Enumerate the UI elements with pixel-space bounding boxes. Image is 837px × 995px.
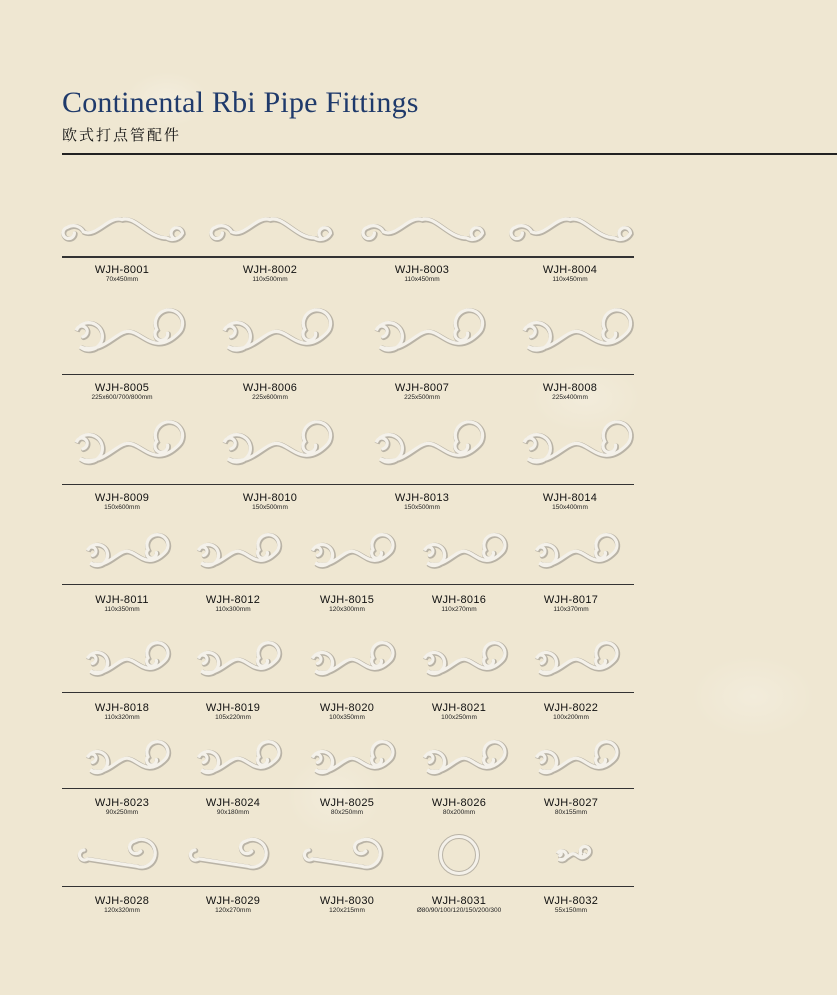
ring-icon: [436, 834, 482, 876]
product-code: WJH-8017: [543, 594, 599, 606]
page-title: Continental Rbi Pipe Fittings: [62, 86, 419, 119]
product-code: WJH-8029: [205, 895, 261, 907]
s-scroll-icon: [72, 742, 172, 780]
product-code: WJH-8014: [542, 492, 598, 504]
s-scroll-icon: [357, 300, 487, 370]
product-size: 110x450mm: [552, 276, 588, 283]
product-label: [195, 490, 345, 512]
product-size: 100x350mm: [329, 714, 365, 721]
fitting-image: [496, 642, 646, 682]
product-code: WJH-8024: [205, 797, 261, 809]
s-scroll-icon: [183, 742, 283, 780]
product-size: 70x450mm: [105, 276, 139, 283]
fitting-image: [496, 532, 646, 576]
s-scroll-icon: [521, 642, 621, 682]
s-scroll-icon: [409, 642, 509, 682]
product-label: [496, 893, 646, 915]
row-divider: [62, 584, 634, 585]
fitting-image: [496, 742, 646, 780]
fitting-image: [495, 300, 645, 370]
product-size: 120x320mm: [104, 907, 140, 914]
product-size: 150x500mm: [404, 504, 440, 511]
product-size: 110x350mm: [104, 606, 140, 613]
fitting-image: [47, 418, 197, 476]
product-code: WJH-8006: [242, 382, 298, 394]
product-code: WJH-8021: [431, 702, 487, 714]
product-code: WJH-8005: [94, 382, 150, 394]
product-code: WJH-8011: [95, 594, 149, 606]
product-code: WJH-8026: [431, 797, 487, 809]
double-scroll-wave-icon: [357, 212, 487, 250]
product-code: WJH-8030: [319, 895, 375, 907]
s-scroll-icon: [297, 532, 397, 576]
s-scroll-icon: [297, 742, 397, 780]
fitting-image: [347, 418, 497, 476]
s-scroll-icon: [205, 300, 335, 370]
product-code: WJH-8009: [94, 492, 150, 504]
product-code: WJH-8013: [394, 492, 450, 504]
j-scroll-icon: [183, 834, 283, 876]
product-code: WJH-8023: [94, 797, 150, 809]
row-divider: [62, 788, 634, 789]
product-size: 90x250mm: [105, 809, 139, 816]
s-scroll-icon: [72, 532, 172, 576]
product-code: WJH-8025: [319, 797, 375, 809]
product-size: 225x500mm: [404, 394, 440, 401]
product-size: 105x220mm: [215, 714, 251, 721]
product-code: WJH-8012: [205, 594, 261, 606]
product-size: 80x200mm: [442, 809, 476, 816]
s-scroll-icon: [521, 532, 621, 576]
header-divider: [62, 153, 837, 155]
product-size: 110x320mm: [104, 714, 140, 721]
s-scroll-icon: [205, 418, 335, 476]
product-code: WJH-8015: [319, 594, 375, 606]
product-label: [496, 795, 646, 817]
fitting-image: [495, 212, 645, 250]
fitting-image: [347, 212, 497, 250]
product-size: 150x500mm: [252, 504, 288, 511]
j-scroll-icon: [297, 834, 397, 876]
product-code: WJH-8002: [242, 264, 298, 276]
product-label: [47, 262, 197, 284]
product-size: 110x300mm: [215, 606, 251, 613]
product-label: [195, 380, 345, 402]
product-code: WJH-8022: [543, 702, 599, 714]
product-size: 110x500mm: [252, 276, 288, 283]
product-size: 225x600mm: [252, 394, 288, 401]
fitting-image: [47, 300, 197, 370]
row-divider: [62, 256, 634, 258]
row-divider: [62, 484, 634, 485]
product-size: 110x370mm: [553, 606, 589, 613]
double-scroll-wave-icon: [505, 212, 635, 250]
fitting-image: [195, 212, 345, 250]
product-code: WJH-8027: [543, 797, 599, 809]
product-code: WJH-8004: [542, 264, 598, 276]
s-scroll-icon: [505, 300, 635, 370]
product-size: Ø80/90/100/120/150/200/300: [416, 907, 502, 914]
product-code: WJH-8010: [242, 492, 298, 504]
s-scroll-icon: [72, 642, 172, 682]
s-scroll-icon: [521, 742, 621, 780]
product-label: [347, 262, 497, 284]
j-scroll-icon: [72, 834, 172, 876]
product-code: WJH-8007: [394, 382, 450, 394]
s-scroll-icon: [549, 834, 593, 876]
product-label: [47, 490, 197, 512]
s-scroll-icon: [357, 418, 487, 476]
product-label: [496, 592, 646, 614]
product-size: 110x450mm: [404, 276, 440, 283]
product-code: WJH-8018: [94, 702, 150, 714]
fitting-image: [195, 300, 345, 370]
product-code: WJH-8020: [319, 702, 375, 714]
product-size: 120x300mm: [329, 606, 365, 613]
s-scroll-icon: [409, 532, 509, 576]
product-code: WJH-8008: [542, 382, 598, 394]
double-scroll-wave-icon: [57, 212, 187, 250]
fitting-image: [195, 418, 345, 476]
product-code: WJH-8001: [94, 264, 150, 276]
s-scroll-icon: [183, 642, 283, 682]
product-label: [347, 490, 497, 512]
s-scroll-icon: [505, 418, 635, 476]
row-divider: [62, 886, 634, 887]
product-size: 150x600mm: [104, 504, 140, 511]
page-subtitle: 欧式打点管配件: [62, 126, 182, 144]
product-size: 100x200mm: [553, 714, 589, 721]
s-scroll-icon: [57, 418, 187, 476]
product-label: [47, 380, 197, 402]
product-code: WJH-8016: [431, 594, 487, 606]
product-size: 80x155mm: [554, 809, 588, 816]
product-label: [495, 490, 645, 512]
product-size: 100x250mm: [441, 714, 477, 721]
product-label: [495, 380, 645, 402]
product-size: 120x215mm: [329, 907, 365, 914]
product-size: 110x270mm: [441, 606, 477, 613]
product-size: 90x180mm: [216, 809, 250, 816]
fitting-image: [496, 834, 646, 876]
product-label: [495, 262, 645, 284]
s-scroll-icon: [409, 742, 509, 780]
product-code: WJH-8003: [394, 264, 450, 276]
row-divider: [62, 692, 634, 693]
product-size: 120x270mm: [215, 907, 251, 914]
row-divider: [62, 374, 634, 375]
double-scroll-wave-icon: [205, 212, 335, 250]
fitting-image: [495, 418, 645, 476]
product-code: WJH-8028: [94, 895, 150, 907]
product-code: WJH-8019: [205, 702, 261, 714]
s-scroll-icon: [57, 300, 187, 370]
product-size: 55x150mm: [554, 907, 588, 914]
product-code: WJH-8031: [431, 895, 487, 907]
fitting-image: [47, 212, 197, 250]
s-scroll-icon: [297, 642, 397, 682]
fitting-image: [347, 300, 497, 370]
product-size: 225x600/700/800mm: [91, 394, 153, 401]
product-size: 80x250mm: [330, 809, 364, 816]
product-size: 225x400mm: [552, 394, 588, 401]
product-size: 150x400mm: [552, 504, 588, 511]
s-scroll-icon: [183, 532, 283, 576]
product-label: [195, 262, 345, 284]
product-label: [347, 380, 497, 402]
product-label: [496, 700, 646, 722]
product-code: WJH-8032: [543, 895, 599, 907]
